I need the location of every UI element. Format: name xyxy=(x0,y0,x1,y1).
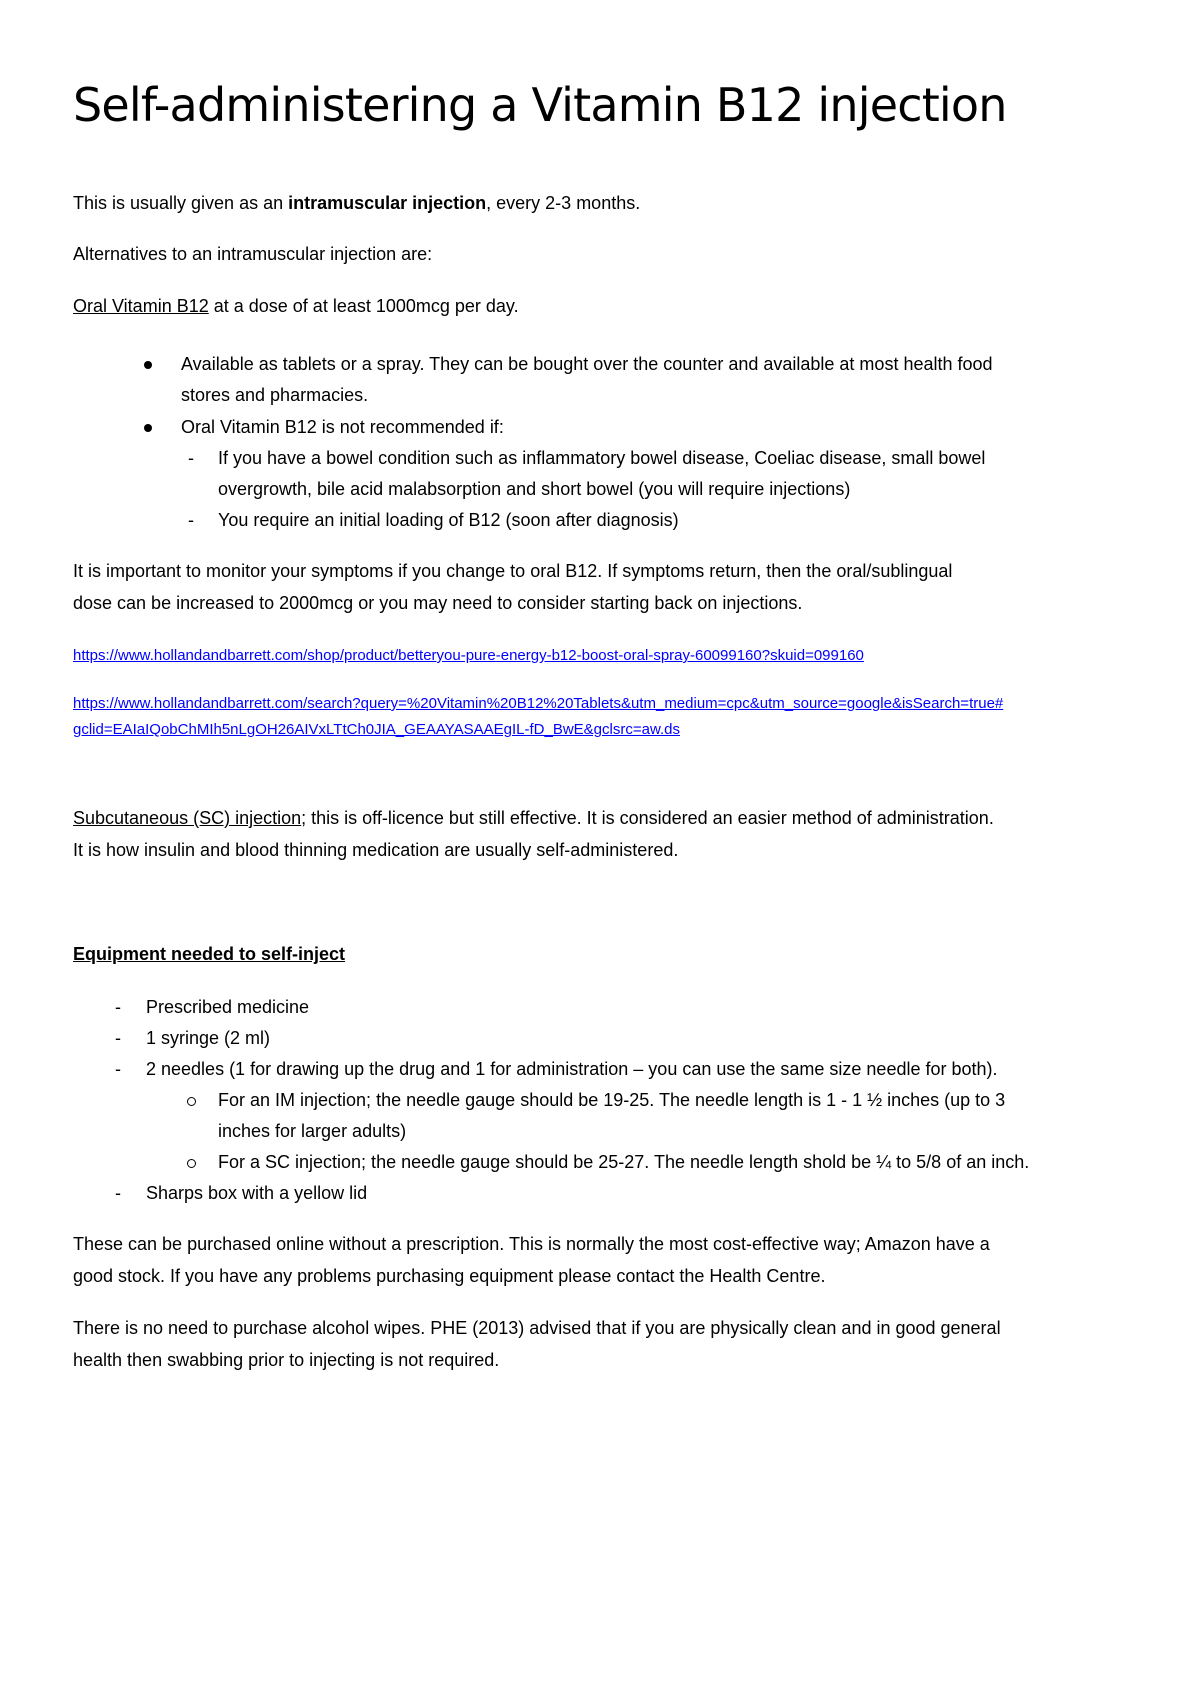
subcutaneous-line-2: It is how insulin and blood thinning medication are usually self-administered. xyxy=(73,840,679,860)
page-title: Self-administering a Vitamin B12 injection xyxy=(73,78,1007,132)
product-link-tablets[interactable]: https://www.hollandandbarrett.com/search?query=%20Vitamin%20B12%20Tablets&utm_medium=cpc&utm_source=google&isSearch=true# xyxy=(73,695,1004,712)
bullet-icon xyxy=(144,424,152,432)
circle-bullet-icon xyxy=(187,1159,196,1168)
alcohol-line-1: There is no need to purchase alcohol wipes. PHE (2013) advised that if you are physically clean and in good general xyxy=(73,1318,1001,1338)
dash-marker: - xyxy=(188,510,194,530)
purchase-line-1: These can be purchased online without a prescription. This is normally the most cost-effective way; Amazon have a xyxy=(73,1234,990,1254)
list-item-text: Available as tablets or a spray. They can be bought over the counter and available at most health food xyxy=(181,354,993,374)
intro-post: , every 2-3 months. xyxy=(486,193,641,213)
list-item-text: stores and pharmacies. xyxy=(181,385,369,405)
list-item-text: You require an initial loading of B12 (soon after diagnosis) xyxy=(218,510,679,530)
product-link-tablets[interactable]: gclid=EAIaIQobChMIh5nLgOH26AIVxLTtCh0JIA_GEAAYASAAEgIL-fD_BwE&gclsrc=aw.ds xyxy=(73,721,680,738)
oral-label: Oral Vitamin B12 xyxy=(73,296,209,316)
dash-marker: - xyxy=(115,997,121,1017)
circle-bullet-icon xyxy=(187,1097,196,1106)
oral-paragraph xyxy=(73,290,1133,322)
monitor-line-1: It is important to monitor your symptoms if you change to oral B12. If symptoms return, then the oral/sublingual xyxy=(73,561,953,581)
intro-paragraph xyxy=(73,187,1133,219)
bullet-icon xyxy=(144,361,152,369)
dash-marker: - xyxy=(115,1028,121,1048)
subcutaneous-label: Subcutaneous (SC) injection xyxy=(73,808,302,828)
alternatives-heading: Alternatives to an intramuscular injection are: xyxy=(73,244,433,264)
list-item-text: inches for larger adults) xyxy=(218,1121,407,1141)
list-item-text: If you have a bowel condition such as inflammatory bowel disease, Coeliac disease, small bowel xyxy=(218,448,986,468)
product-link-spray[interactable]: https://www.hollandandbarrett.com/shop/product/betteryou-pure-energy-b12-boost-oral-spray-60099160?skuid=099160 xyxy=(73,647,864,664)
intro-bold: intramuscular injection xyxy=(288,193,487,213)
subcutaneous-rest: ; this is off-licence but still effective. It is considered an easier method of administration. xyxy=(301,808,994,828)
link-paragraph xyxy=(73,712,1133,744)
list-item-text: 2 needles (1 for drawing up the drug and 1 for administration – you can use the same size needle for both). xyxy=(146,1059,998,1079)
list-item-text: 1 syringe (2 ml) xyxy=(146,1028,271,1048)
intro-pre: This is usually given as an xyxy=(73,193,289,213)
monitor-line-2: dose can be increased to 2000mcg or you may need to consider starting back on injections. xyxy=(73,593,803,613)
oral-rest: at a dose of at least 1000mcg per day. xyxy=(208,296,519,316)
dash-marker: - xyxy=(188,448,194,468)
list-item-text: overgrowth, bile acid malabsorption and short bowel (you will require injections) xyxy=(218,479,851,499)
list-item-text: For a SC injection; the needle gauge should be 25-27. The needle length shold be ¼ to 5/8 of an inch. xyxy=(218,1152,1030,1172)
list-item-text: Prescribed medicine xyxy=(146,997,310,1017)
list-item-text: Sharps box with a yellow lid xyxy=(146,1183,368,1203)
list-item-text: Oral Vitamin B12 is not recommended if: xyxy=(181,417,504,437)
dash-marker: - xyxy=(115,1059,121,1079)
equipment-heading xyxy=(73,938,1133,970)
list-item-text: For an IM injection; the needle gauge should be 19-25. The needle length is 1 - 1 ½ inches (up to 3 xyxy=(218,1090,1006,1110)
link-paragraph xyxy=(73,638,1133,670)
equipment-heading-text: Equipment needed to self-inject xyxy=(73,944,346,964)
dash-marker: - xyxy=(115,1183,121,1203)
subcutaneous-paragraph xyxy=(73,802,1133,834)
alcohol-line-2: health then swabbing prior to injecting is not required. xyxy=(73,1350,500,1370)
purchase-line-2: good stock. If you have any problems purchasing equipment please contact the Health Centre. xyxy=(73,1266,826,1286)
